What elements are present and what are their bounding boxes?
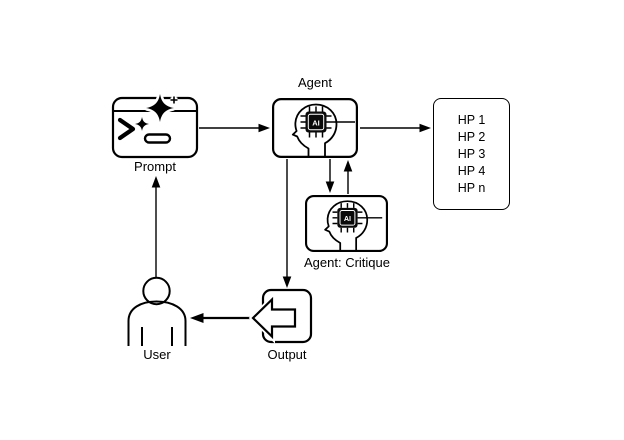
node-agent (272, 98, 358, 158)
critique-chip-text: AI (343, 214, 352, 223)
terminal-sparkle-icon (113, 94, 197, 157)
agent-chip-text: AI (312, 118, 320, 128)
node-hyperparameters (433, 98, 510, 210)
ai-head-icon (273, 99, 357, 157)
arrow-agent-to-critique (326, 159, 335, 193)
prompt-label: Prompt (134, 159, 176, 174)
arrow-output-to-user (190, 313, 253, 323)
user-label: User (143, 347, 171, 362)
node-user (118, 270, 198, 348)
hp-item: HP 3 (457, 146, 486, 161)
hp-item: HP n (457, 180, 486, 195)
hp-item: HP 4 (457, 163, 486, 178)
node-output (248, 283, 316, 347)
output-label: Output (267, 347, 307, 362)
node-critique (305, 195, 388, 252)
arrow-user-to-prompt (152, 176, 161, 277)
node-prompt (108, 92, 200, 164)
ai-head-icon (306, 196, 387, 251)
arrow-agent-to-hyperparameters (360, 124, 431, 132)
output-arrow-icon (253, 290, 311, 342)
hp-item: HP 2 (457, 129, 486, 144)
person-icon (129, 278, 186, 346)
arrow-critique-to-agent (344, 160, 353, 194)
hp-item: HP 1 (457, 112, 486, 127)
agent-label: Agent (298, 75, 332, 90)
arrow-prompt-to-agent (199, 124, 270, 132)
critique-label: Agent: Critique (304, 255, 390, 270)
